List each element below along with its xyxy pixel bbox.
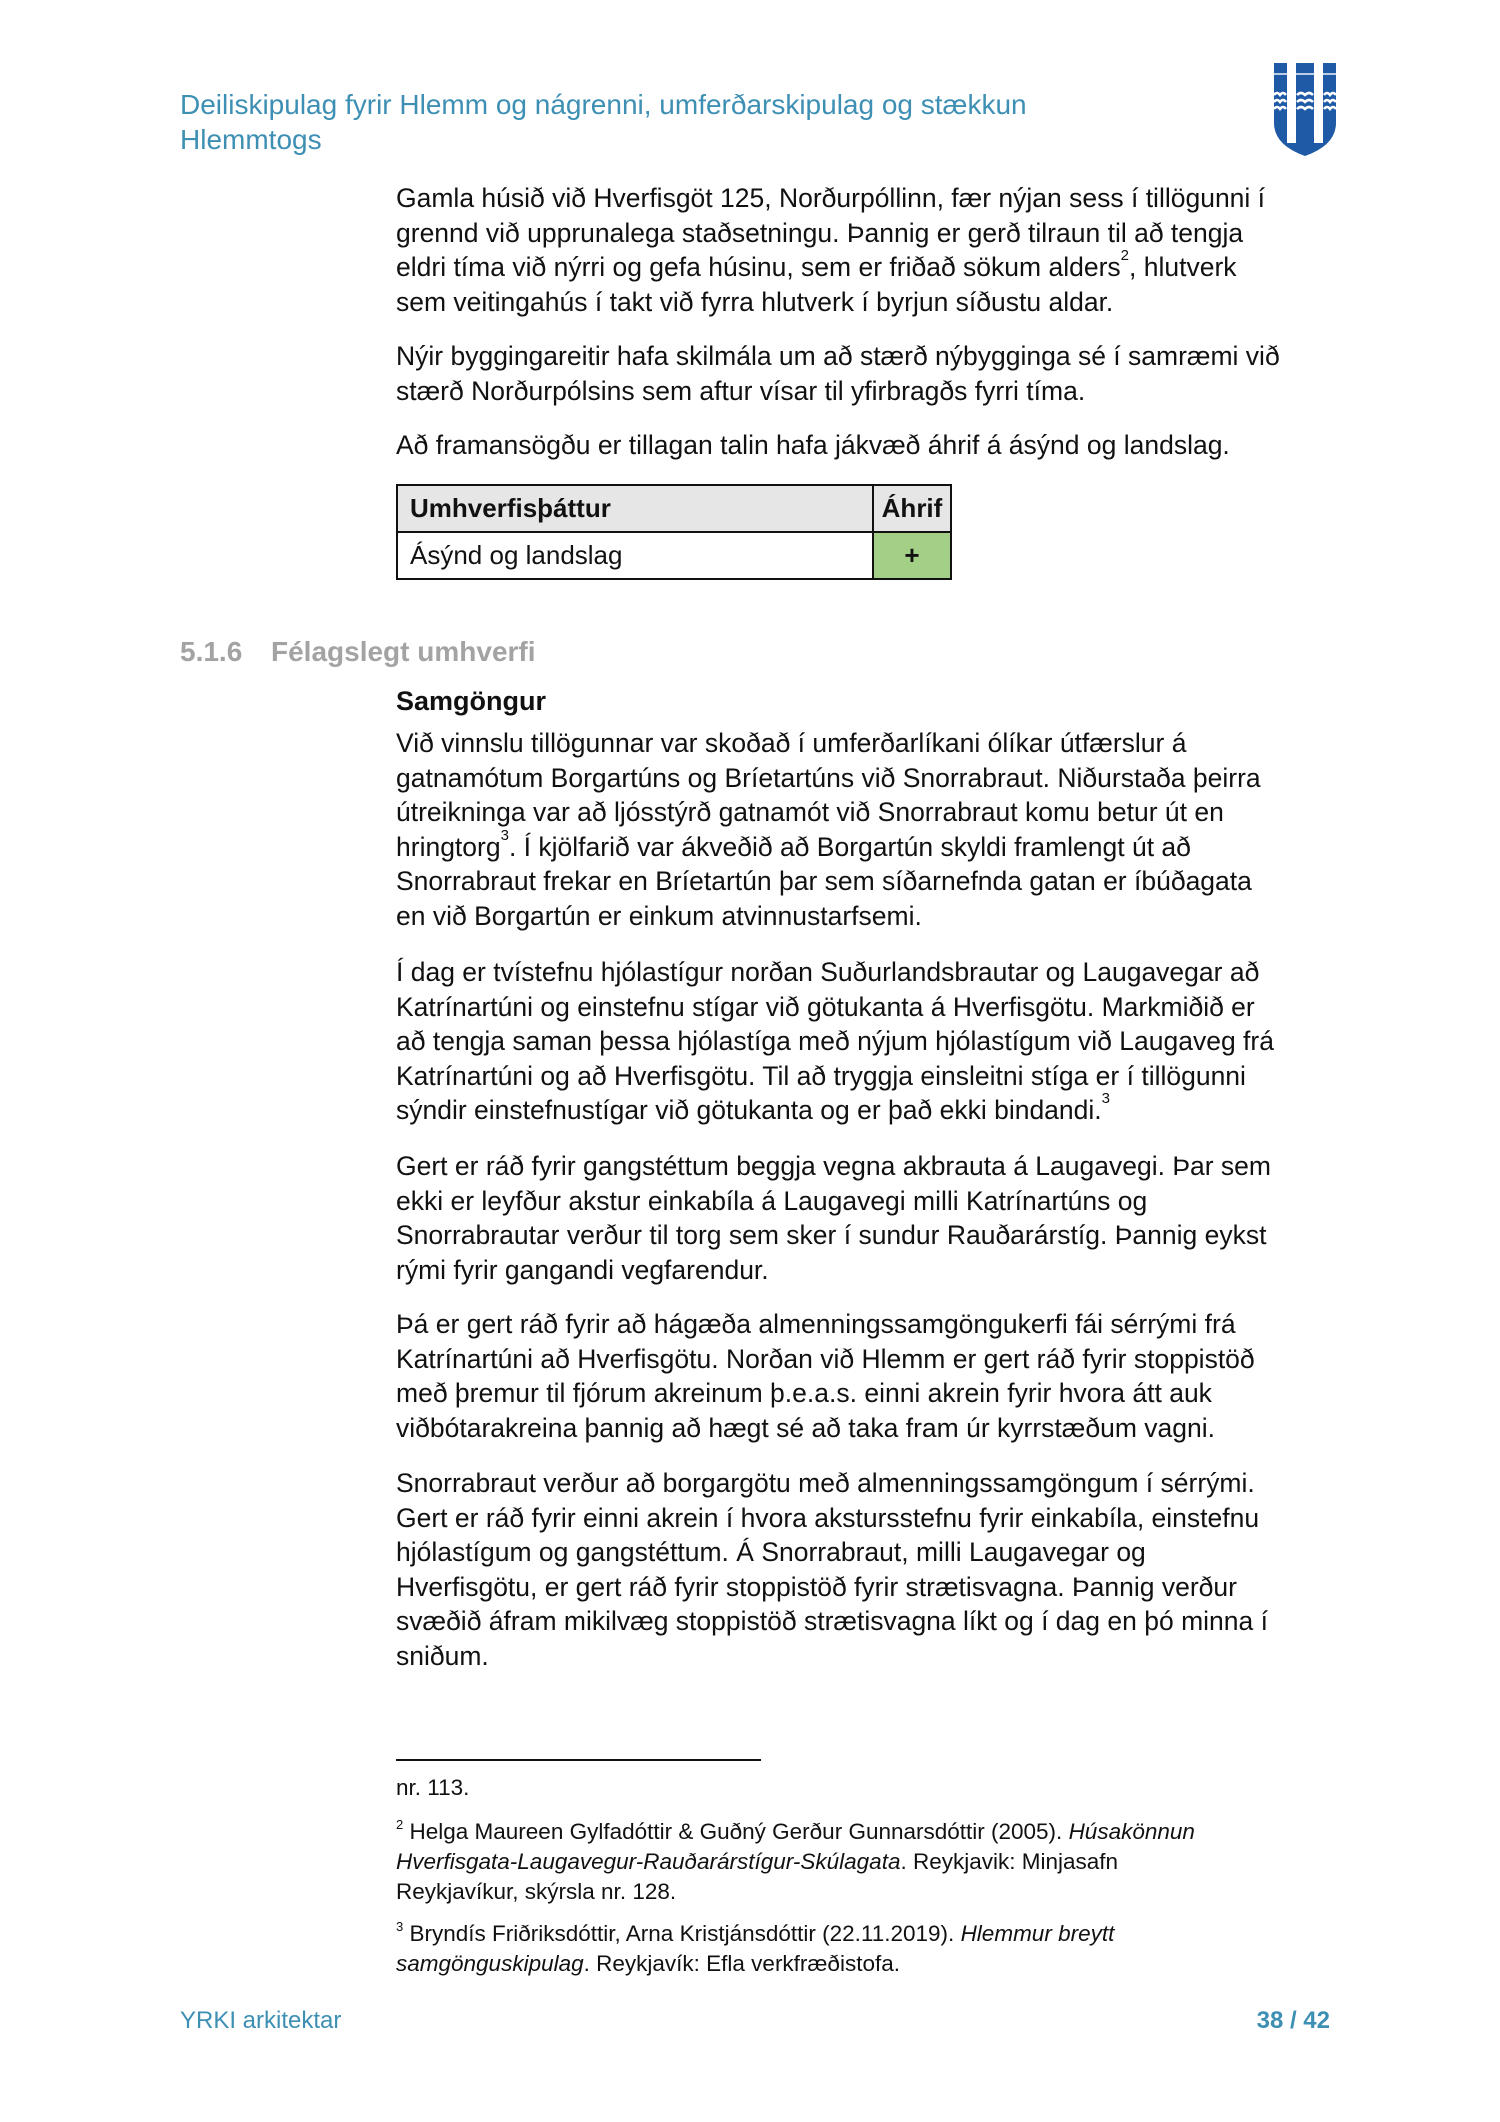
text-segment: Gamla húsið við Hverfisgöt 125, Norðurpóllinn, fær nýjan sess í tillögunni í bbox=[396, 183, 1266, 213]
text-segment: Að framansögðu er tillagan talin hafa jákvæð áhrif á ásýnd og landslag. bbox=[396, 430, 1230, 460]
footnote bbox=[396, 1919, 1114, 1979]
page-number: 38 / 42 bbox=[1256, 2007, 1330, 2034]
body-paragraph bbox=[396, 955, 1274, 1128]
text-segment: . Reykjavik: Minjasafn bbox=[900, 1849, 1119, 1874]
text-segment: Við vinnslu tillögunnar var skoðað í umferðarlíkani ólíkar útfærslur á bbox=[396, 728, 1187, 758]
text-segment: með þremur til fjórum akreinum þ.e.a.s. einni akrein fyrir hvora átt auk bbox=[396, 1378, 1212, 1408]
section-title: Félagslegt umhverfi bbox=[271, 636, 536, 667]
text-line bbox=[396, 1149, 1271, 1184]
footnote-reference: 2 bbox=[1120, 247, 1129, 264]
text-segment: Snorrabrautar verður til torg sem sker í sundur Rauðarárstíg. Þannig eykst bbox=[396, 1220, 1267, 1250]
text-segment: Reykjavíkur, skýrsla nr. 128. bbox=[396, 1879, 677, 1904]
text-line bbox=[396, 864, 1261, 899]
footnote-reference: 3 bbox=[396, 1919, 404, 1934]
text-segment: rými fyrir gangandi vegfarendur. bbox=[396, 1254, 769, 1285]
footnote-reference: 2 bbox=[396, 1817, 404, 1832]
text-line bbox=[396, 428, 1230, 463]
header-title-line-1: Deiliskipulag fyrir Hlemm og nágrenni, umferðarskipulag og stækkun bbox=[180, 89, 1027, 120]
body-paragraph bbox=[396, 1307, 1255, 1445]
reykjavik-coat-of-arms-logo bbox=[1272, 61, 1338, 157]
text-line bbox=[396, 1847, 1195, 1877]
impact-table bbox=[396, 484, 952, 580]
text-segment: Katrínartúni og einstefnu stígar við götukanta á Hverfisgötu. Markmiðið er bbox=[396, 991, 1255, 1022]
text-segment: svæðið áfram mikilvæg stoppistöð strætisvagna líkt og í dag en þó minna í bbox=[396, 1606, 1268, 1636]
text-segment: Gert er ráð fyrir gangstéttum beggja vegna akbrauta á Laugavegi. Þar sem bbox=[396, 1151, 1271, 1181]
text-line bbox=[396, 826, 1261, 865]
text-line bbox=[396, 1307, 1255, 1342]
intro-paragraph bbox=[396, 428, 1230, 463]
text-line bbox=[396, 726, 1261, 761]
text-segment: nr. 113. bbox=[396, 1775, 470, 1800]
text-line bbox=[396, 1376, 1255, 1411]
footnote-reference: 3 bbox=[1101, 1090, 1110, 1107]
text-segment: hjólastígum og gangstéttum. Á Snorrabraut, milli Laugavegar og bbox=[396, 1537, 1146, 1567]
text-line bbox=[396, 1466, 1268, 1501]
section-number: 5.1.6 bbox=[180, 636, 243, 667]
text-line bbox=[396, 1535, 1268, 1570]
body-paragraph bbox=[396, 726, 1261, 933]
text-line bbox=[396, 1059, 1274, 1094]
text-segment: útreikninga var að ljósstýrð gatnamót við Snorrabraut komu betur út en bbox=[396, 797, 1224, 827]
text-line bbox=[396, 374, 1280, 409]
header-title-line-2: Hlemmtogs bbox=[180, 124, 322, 155]
text-segment: Katrínartúni að Hverfisgötu. Norðan við Hlemm er gert ráð fyrir stoppistöð bbox=[396, 1343, 1255, 1374]
text-line bbox=[396, 1253, 1271, 1288]
text-segment: Helga Maureen Gylfadóttir & Guðný Gerður Gunnarsdóttir (2005). bbox=[403, 1819, 1069, 1844]
text-segment: viðbótarakreina þannig að hægt sé að taka fram úr kyrrstæðum vagni. bbox=[396, 1412, 1215, 1443]
intro-paragraph bbox=[396, 339, 1280, 408]
text-line bbox=[396, 181, 1265, 216]
text-line bbox=[396, 955, 1274, 990]
text-segment: Þá er gert ráð fyrir að hágæða almenningssamgöngukerfi fái sérrými frá bbox=[396, 1309, 1236, 1339]
text-segment: gatnamótum Borgartúns og Bríetartúns við Snorrabraut. Niðurstaða þeirra bbox=[396, 762, 1261, 793]
text-line bbox=[396, 247, 1265, 285]
text-line bbox=[396, 1090, 1274, 1128]
text-segment: Katrínartúni og að Hverfisgötu. Til að tryggja einsleitni stíga er í tillögunni bbox=[396, 1060, 1246, 1091]
body-paragraph bbox=[396, 1149, 1271, 1287]
text-line bbox=[396, 216, 1265, 251]
impact-table-header-row bbox=[397, 485, 951, 532]
text-line bbox=[396, 1773, 469, 1803]
text-line bbox=[396, 285, 1265, 320]
footnote bbox=[396, 1817, 1195, 1907]
italic-text: Hlemmur breytt bbox=[960, 1921, 1115, 1946]
body-paragraph bbox=[396, 1466, 1268, 1673]
text-segment: Í dag er tvístefnu hjólastígur norðan Suðurlandsbrautar og Laugavegar að bbox=[396, 957, 1260, 987]
intro-paragraph bbox=[396, 181, 1265, 319]
subheading: Samgöngur bbox=[396, 686, 547, 716]
text-segment: Snorrabraut verður að borgargötu með almenningssamgöngum í sérrými. bbox=[396, 1468, 1255, 1498]
text-line bbox=[396, 1570, 1268, 1605]
footnote-reference: 3 bbox=[500, 826, 509, 844]
text-line bbox=[396, 1817, 1195, 1847]
text-segment: hringtorg bbox=[396, 831, 501, 862]
text-line bbox=[396, 899, 1261, 934]
impact-cell-positive: + bbox=[873, 532, 951, 579]
text-line bbox=[396, 1604, 1268, 1639]
footnote-separator bbox=[396, 1759, 761, 1761]
text-segment: ekki er leyfður akstur einkabíla á Laugavegi milli Katrínartúns og bbox=[396, 1185, 1148, 1216]
text-line bbox=[396, 795, 1261, 830]
text-segment: Hverfisgötu, er gert ráð fyrir stoppistöð fyrir strætisvagna. Þannig verður bbox=[396, 1571, 1237, 1602]
text-line bbox=[396, 1501, 1268, 1536]
text-line bbox=[396, 1024, 1274, 1059]
text-line bbox=[396, 990, 1274, 1025]
text-line bbox=[396, 1411, 1255, 1446]
text-segment: Nýir byggingareitir hafa skilmála um að stærð nýbygginga sé í samræmi við bbox=[396, 341, 1280, 371]
column-header-factor: Umhverfisþáttur bbox=[397, 485, 873, 532]
italic-text: Húsakönnun bbox=[1068, 1819, 1195, 1844]
text-line bbox=[396, 1218, 1271, 1253]
text-segment: Snorrabraut frekar en Bríetartún þar sem síðarnefnda gatan er íbúðagata bbox=[396, 866, 1252, 896]
factor-cell: Ásýnd og landslag bbox=[397, 532, 873, 579]
text-segment: . Reykjavík: Efla verkfræðistofa. bbox=[583, 1951, 900, 1976]
text-segment: eldri tíma við nýrri og gefa húsinu, sem er friðað sökum alders bbox=[396, 252, 1121, 282]
text-segment: , hlutverk bbox=[1129, 252, 1237, 282]
footnote bbox=[396, 1773, 469, 1803]
text-segment: grennd við upprunalega staðsetningu. Þannig er gerð tilraun til að tengja bbox=[396, 217, 1244, 248]
footer-company: YRKI arkitektar bbox=[180, 2007, 342, 2034]
text-segment: Gert er ráð fyrir einni akrein í hvora akstursstefnu fyrir einkabíla, einstefnu bbox=[396, 1502, 1260, 1533]
text-line bbox=[396, 761, 1261, 796]
column-header-impact: Áhrif bbox=[873, 485, 951, 532]
text-segment: stærð Norðurpólsins sem aftur vísar til yfirbragðs fyrri tíma. bbox=[396, 375, 1086, 406]
text-line bbox=[396, 1877, 1195, 1907]
text-line bbox=[396, 1184, 1271, 1219]
text-segment: sýndir einstefnustígar við götukanta og er það ekki bindandi. bbox=[396, 1095, 1102, 1125]
text-segment: sniðum. bbox=[396, 1640, 489, 1671]
table-row bbox=[397, 532, 951, 579]
text-line bbox=[396, 1639, 1268, 1674]
text-segment: en við Borgartún er einkum atvinnustarfsemi. bbox=[396, 900, 922, 931]
text-line bbox=[396, 339, 1280, 374]
italic-text: Hverfisgata-Laugavegur-Rauðarárstígur-Skúlagata bbox=[396, 1849, 901, 1874]
text-segment: Bryndís Friðriksdóttir, Arna Kristjánsdóttir (22.11.2019). bbox=[403, 1921, 961, 1946]
text-segment: sem veitingahús í takt við fyrra hlutverk í byrjun síðustu aldar. bbox=[396, 286, 1114, 317]
italic-text: samgönguskipulag bbox=[396, 1951, 584, 1976]
text-line bbox=[396, 1342, 1255, 1377]
text-segment: . Í kjölfarið var ákveðið að Borgartún skyldi framlengt út að bbox=[508, 831, 1191, 862]
text-line bbox=[396, 1949, 1114, 1979]
text-segment: að tengja saman þessa hjólastíga með nýjum hjólastígum við Laugaveg frá bbox=[396, 1026, 1274, 1056]
text-line bbox=[396, 1919, 1114, 1949]
